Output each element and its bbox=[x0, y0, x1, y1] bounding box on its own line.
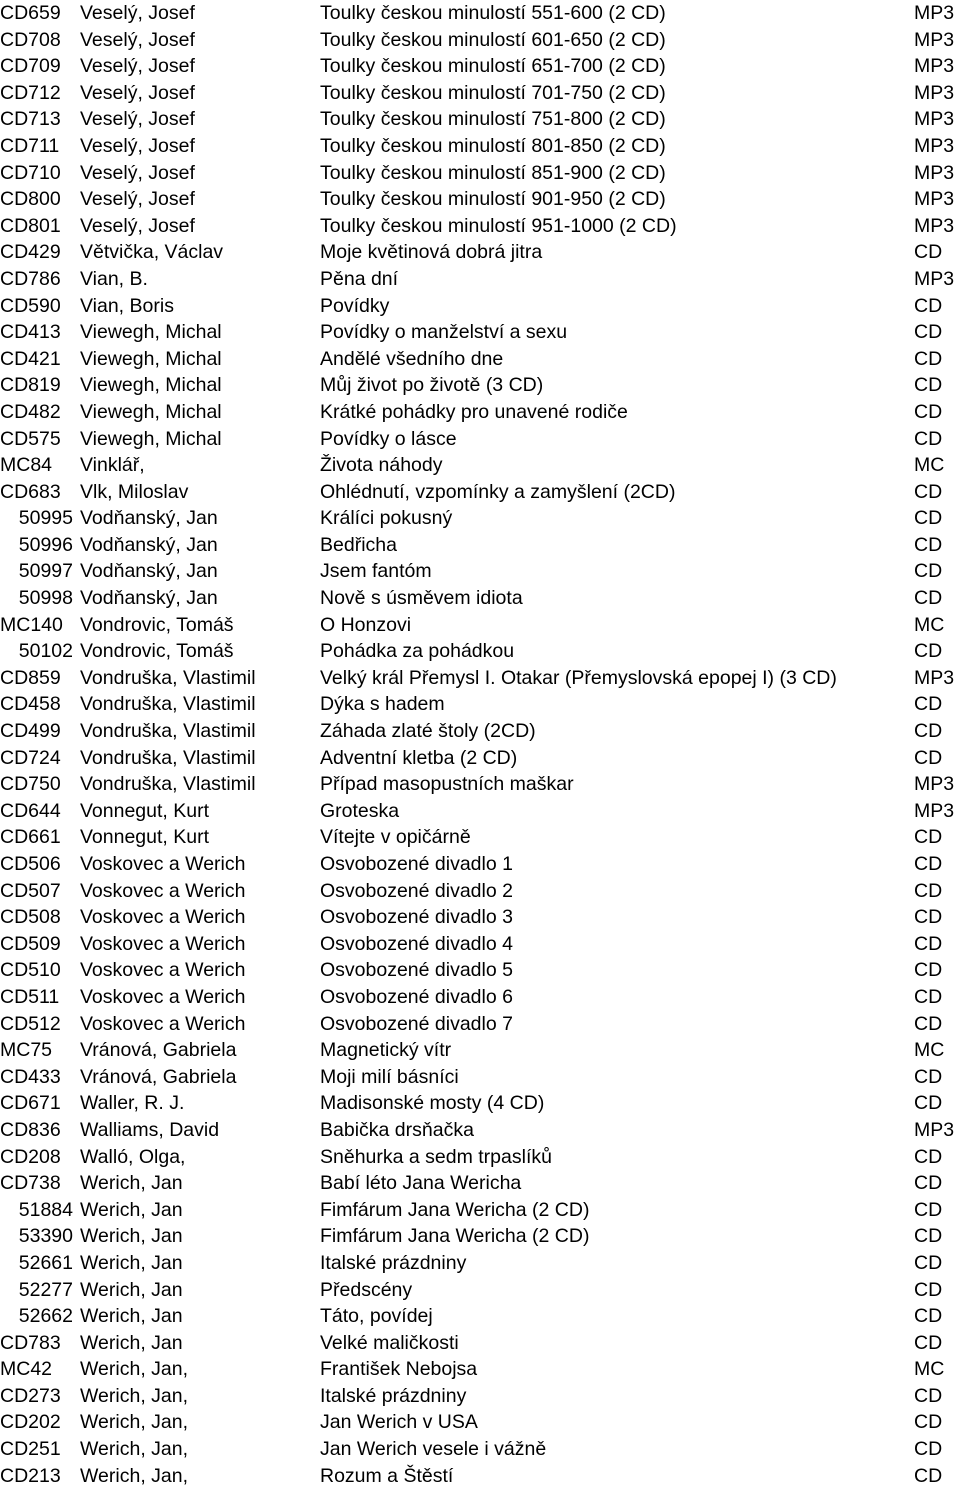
item-author: Vonnegut, Kurt bbox=[80, 826, 210, 849]
item-format: CD bbox=[914, 1384, 943, 1407]
item-title: Případ masopustních maškar bbox=[320, 773, 574, 796]
item-code: CD786 bbox=[0, 267, 61, 290]
item-author: Werich, Jan, bbox=[80, 1384, 189, 1407]
catalog-row bbox=[0, 106, 960, 133]
item-code: CD575 bbox=[0, 427, 61, 450]
item-author: Vian, B. bbox=[80, 267, 148, 290]
catalog-row bbox=[0, 691, 960, 718]
item-title: Osvobozené divadlo 2 bbox=[320, 879, 513, 902]
item-code: CD202 bbox=[0, 1411, 61, 1434]
item-title: Jan Werich vesele i vážně bbox=[320, 1438, 547, 1461]
item-author: Vodňanský, Jan bbox=[80, 560, 218, 583]
item-author: Vodňanský, Jan bbox=[80, 507, 218, 530]
item-code: CD738 bbox=[0, 1172, 61, 1195]
item-author: Waller, R. J. bbox=[80, 1092, 185, 1115]
catalog-row bbox=[0, 558, 960, 585]
item-format: CD bbox=[914, 321, 943, 344]
item-title: Toulky českou minulostí 651-700 (2 CD) bbox=[320, 55, 666, 78]
item-code: 50102 bbox=[18, 640, 73, 663]
item-format: CD bbox=[914, 826, 943, 849]
item-code: 52662 bbox=[18, 1305, 73, 1328]
item-title: Rozum a Štěstí bbox=[320, 1464, 454, 1487]
item-format: MP3 bbox=[914, 799, 955, 822]
item-code: CD508 bbox=[0, 906, 61, 929]
item-author: Vlk, Miloslav bbox=[80, 480, 189, 503]
item-code: CD273 bbox=[0, 1384, 61, 1407]
item-author: Vondruška, Vlastimil bbox=[80, 693, 256, 716]
item-author: Walló, Olga, bbox=[80, 1145, 186, 1168]
item-title: Toulky českou minulostí 701-750 (2 CD) bbox=[320, 81, 666, 104]
item-format: CD bbox=[914, 587, 943, 610]
item-format: MP3 bbox=[914, 134, 955, 157]
catalog-row bbox=[0, 1037, 960, 1064]
item-title: Groteska bbox=[320, 799, 400, 822]
item-code: 53390 bbox=[18, 1225, 73, 1248]
item-title: Adventní kletba (2 CD) bbox=[320, 746, 518, 769]
item-title: Andělé všedního dne bbox=[320, 347, 504, 370]
item-author: Werich, Jan bbox=[80, 1251, 183, 1274]
item-author: Viewegh, Michal bbox=[80, 374, 222, 397]
item-title: Povídky o manželství a sexu bbox=[320, 321, 568, 344]
item-format: CD bbox=[914, 400, 943, 423]
item-format: MP3 bbox=[914, 55, 955, 78]
item-author: Voskovec a Werich bbox=[80, 985, 246, 1008]
catalog-row bbox=[0, 160, 960, 187]
item-code: CD783 bbox=[0, 1331, 61, 1354]
item-code: CD750 bbox=[0, 773, 61, 796]
catalog-row bbox=[0, 1090, 960, 1117]
catalog-row bbox=[0, 1356, 960, 1383]
item-code: CD859 bbox=[0, 666, 61, 689]
item-format: CD bbox=[914, 241, 943, 264]
item-title: Toulky českou minulostí 601-650 (2 CD) bbox=[320, 28, 666, 51]
item-author: Werich, Jan, bbox=[80, 1464, 189, 1487]
item-title: Toulky českou minulostí 851-900 (2 CD) bbox=[320, 161, 666, 184]
catalog-row bbox=[0, 904, 960, 931]
item-format: CD bbox=[914, 853, 943, 875]
item-title: Můj život po životě (3 CD) bbox=[320, 374, 544, 397]
item-author: Voskovec a Werich bbox=[80, 879, 246, 902]
item-title: Jan Werich v USA bbox=[320, 1411, 478, 1434]
item-author: Vian, Boris bbox=[80, 294, 174, 317]
item-format: MP3 bbox=[914, 773, 955, 796]
item-author: Viewegh, Michal bbox=[80, 347, 222, 370]
catalog-row bbox=[0, 718, 960, 745]
item-title: Toulky českou minulostí 951-1000 (2 CD) bbox=[320, 214, 677, 237]
item-code: 52661 bbox=[18, 1251, 73, 1274]
item-code: CD510 bbox=[0, 959, 61, 982]
item-author: Veselý, Josef bbox=[80, 214, 195, 237]
item-title: Nově s úsměvem idiota bbox=[320, 587, 523, 610]
item-title: Babí léto Jana Wericha bbox=[320, 1172, 522, 1195]
item-format: MC bbox=[914, 1358, 945, 1381]
catalog-row bbox=[0, 1277, 960, 1304]
item-format: MC bbox=[914, 454, 945, 477]
item-code: CD507 bbox=[0, 879, 61, 902]
item-format: CD bbox=[914, 985, 943, 1008]
item-author: Veselý, Josef bbox=[80, 161, 195, 184]
item-code: CD659 bbox=[0, 2, 61, 24]
item-code: 50995 bbox=[18, 507, 73, 530]
item-code: CD499 bbox=[0, 720, 61, 743]
item-title: Předscény bbox=[320, 1278, 413, 1301]
item-author: Vránová, Gabriela bbox=[80, 1065, 237, 1088]
item-format: CD bbox=[914, 1225, 943, 1248]
item-format: CD bbox=[914, 1145, 943, 1168]
item-code: CD644 bbox=[0, 799, 61, 822]
item-format: MP3 bbox=[914, 81, 955, 104]
item-format: CD bbox=[914, 480, 943, 503]
item-code: CD429 bbox=[0, 241, 61, 264]
catalog-row bbox=[0, 665, 960, 692]
catalog-row bbox=[0, 346, 960, 373]
item-title: Madisonské mosty (4 CD) bbox=[320, 1092, 545, 1115]
item-title: Pěna dní bbox=[320, 267, 399, 290]
item-code: MC140 bbox=[0, 613, 63, 636]
item-title: Osvobozené divadlo 1 bbox=[320, 853, 513, 875]
catalog-row bbox=[0, 798, 960, 825]
item-format: CD bbox=[914, 1411, 943, 1434]
item-code: 52277 bbox=[18, 1278, 73, 1301]
catalog-row bbox=[0, 372, 960, 399]
item-author: Vondruška, Vlastimil bbox=[80, 746, 256, 769]
item-format: MP3 bbox=[914, 267, 955, 290]
item-author: Veselý, Josef bbox=[80, 108, 195, 131]
item-code: CD724 bbox=[0, 746, 61, 769]
item-title: Italské prázdniny bbox=[320, 1251, 467, 1274]
item-title: Babička drsňačka bbox=[320, 1118, 474, 1141]
catalog-row bbox=[0, 585, 960, 612]
item-author: Voskovec a Werich bbox=[80, 906, 246, 929]
item-author: Werich, Jan, bbox=[80, 1438, 189, 1461]
item-author: Werich, Jan bbox=[80, 1225, 183, 1248]
item-title: Sněhurka a sedm trpaslíků bbox=[320, 1145, 552, 1168]
item-title: Králíci pokusný bbox=[320, 507, 453, 530]
catalog-row bbox=[0, 1409, 960, 1436]
catalog-row bbox=[0, 53, 960, 80]
catalog-row bbox=[0, 319, 960, 346]
item-title: Bedřicha bbox=[320, 533, 397, 556]
item-title: Italské prázdniny bbox=[320, 1384, 467, 1407]
catalog-row bbox=[0, 1197, 960, 1224]
item-format: MP3 bbox=[914, 188, 955, 211]
catalog-row bbox=[0, 957, 960, 984]
catalog-row bbox=[0, 931, 960, 958]
item-title: Jsem fantóm bbox=[320, 560, 432, 583]
item-format: MP3 bbox=[914, 108, 955, 131]
item-code: CD458 bbox=[0, 693, 61, 716]
item-format: CD bbox=[914, 1065, 943, 1088]
catalog-row bbox=[0, 824, 960, 851]
item-author: Walliams, David bbox=[80, 1118, 220, 1141]
item-title: Toulky českou minulostí 801-850 (2 CD) bbox=[320, 134, 666, 157]
item-code: CD800 bbox=[0, 188, 61, 211]
item-format: CD bbox=[914, 560, 943, 583]
item-author: Vondrovic, Tomáš bbox=[80, 613, 234, 636]
item-title: Osvobozené divadlo 4 bbox=[320, 932, 513, 955]
item-format: CD bbox=[914, 1278, 943, 1301]
item-author: Větvička, Václav bbox=[80, 241, 224, 264]
item-format: CD bbox=[914, 294, 943, 317]
catalog-row bbox=[0, 452, 960, 479]
item-code: CD421 bbox=[0, 347, 61, 370]
catalog-row bbox=[0, 638, 960, 665]
item-format: CD bbox=[914, 693, 943, 716]
item-format: CD bbox=[914, 507, 943, 530]
catalog-row bbox=[0, 1330, 960, 1357]
item-code: CD713 bbox=[0, 108, 61, 131]
item-format: MP3 bbox=[914, 28, 955, 51]
item-code: MC75 bbox=[0, 1039, 53, 1062]
item-title: Táto, povídej bbox=[320, 1305, 433, 1328]
item-author: Voskovec a Werich bbox=[80, 932, 246, 955]
item-title: Vítejte v opičárně bbox=[320, 826, 471, 849]
item-format: CD bbox=[914, 879, 943, 902]
catalog-row bbox=[0, 1436, 960, 1463]
item-title: Osvobozené divadlo 5 bbox=[320, 959, 513, 982]
catalog-row bbox=[0, 745, 960, 772]
item-author: Werich, Jan bbox=[80, 1305, 183, 1328]
item-code: CD413 bbox=[0, 321, 61, 344]
item-author: Voskovec a Werich bbox=[80, 853, 246, 875]
item-format: MP3 bbox=[914, 2, 955, 24]
catalog-row bbox=[0, 0, 960, 27]
item-code: CD251 bbox=[0, 1438, 61, 1461]
item-author: Vodňanský, Jan bbox=[80, 533, 218, 556]
item-author: Werich, Jan, bbox=[80, 1411, 189, 1434]
item-author: Werich, Jan, bbox=[80, 1358, 189, 1381]
item-title: Krátké pohádky pro unavené rodiče bbox=[320, 400, 628, 423]
item-code: CD709 bbox=[0, 55, 61, 78]
item-format: CD bbox=[914, 1198, 943, 1221]
catalog-row bbox=[0, 186, 960, 213]
catalog-row bbox=[0, 851, 960, 878]
item-author: Vinklář, bbox=[80, 454, 145, 477]
item-code: CD710 bbox=[0, 161, 61, 184]
item-code: CD671 bbox=[0, 1092, 61, 1115]
item-title: Toulky českou minulostí 751-800 (2 CD) bbox=[320, 108, 666, 131]
catalog-row bbox=[0, 239, 960, 266]
item-author: Veselý, Josef bbox=[80, 134, 195, 157]
item-title: Ohlédnutí, vzpomínky a zamyšlení (2CD) bbox=[320, 480, 676, 503]
catalog-row bbox=[0, 984, 960, 1011]
catalog-row bbox=[0, 1117, 960, 1144]
item-title: Magnetický vítr bbox=[320, 1039, 452, 1062]
item-title: Dýka s hadem bbox=[320, 693, 445, 716]
item-format: CD bbox=[914, 374, 943, 397]
item-format: MC bbox=[914, 613, 945, 636]
item-title: František Nebojsa bbox=[320, 1358, 478, 1381]
item-author: Vonnegut, Kurt bbox=[80, 799, 210, 822]
catalog-row bbox=[0, 505, 960, 532]
item-format: CD bbox=[914, 1251, 943, 1274]
item-format: MP3 bbox=[914, 214, 955, 237]
item-author: Vondruška, Vlastimil bbox=[80, 666, 256, 689]
item-title: Osvobozené divadlo 6 bbox=[320, 985, 513, 1008]
catalog-row bbox=[0, 426, 960, 453]
item-code: CD512 bbox=[0, 1012, 61, 1035]
item-author: Werich, Jan bbox=[80, 1172, 183, 1195]
catalog-row bbox=[0, 1144, 960, 1171]
catalog-row bbox=[0, 80, 960, 107]
item-format: MP3 bbox=[914, 161, 955, 184]
item-format: CD bbox=[914, 427, 943, 450]
item-title: Moje květinová dobrá jitra bbox=[320, 241, 543, 264]
catalog-row bbox=[0, 1250, 960, 1277]
item-title: Záhada zlaté štoly (2CD) bbox=[320, 720, 536, 743]
item-format: CD bbox=[914, 1172, 943, 1195]
item-code: CD801 bbox=[0, 214, 61, 237]
item-code: CD433 bbox=[0, 1065, 61, 1088]
catalog-row bbox=[0, 479, 960, 506]
item-title: Osvobozené divadlo 3 bbox=[320, 906, 513, 929]
item-author: Voskovec a Werich bbox=[80, 1012, 246, 1035]
item-author: Veselý, Josef bbox=[80, 28, 195, 51]
catalog-row bbox=[0, 266, 960, 293]
item-author: Voskovec a Werich bbox=[80, 959, 246, 982]
item-format: CD bbox=[914, 932, 943, 955]
item-code: CD819 bbox=[0, 374, 61, 397]
item-title: Pohádka za pohádkou bbox=[320, 640, 515, 663]
item-author: Viewegh, Michal bbox=[80, 321, 222, 344]
item-title: Povídky bbox=[320, 294, 390, 317]
item-code: MC84 bbox=[0, 454, 53, 477]
item-author: Werich, Jan bbox=[80, 1331, 183, 1354]
item-author: Veselý, Josef bbox=[80, 55, 195, 78]
item-author: Vránová, Gabriela bbox=[80, 1039, 237, 1062]
item-format: CD bbox=[914, 533, 943, 556]
item-code: CD213 bbox=[0, 1464, 61, 1487]
item-author: Veselý, Josef bbox=[80, 2, 195, 24]
item-code: CD712 bbox=[0, 81, 61, 104]
catalog-row bbox=[0, 1064, 960, 1091]
catalog-row bbox=[0, 27, 960, 54]
item-title: Fimfárum Jana Wericha (2 CD) bbox=[320, 1225, 590, 1248]
item-code: 50998 bbox=[18, 587, 73, 610]
item-title: Fimfárum Jana Wericha (2 CD) bbox=[320, 1198, 590, 1221]
item-format: CD bbox=[914, 959, 943, 982]
item-code: MC42 bbox=[0, 1358, 53, 1381]
item-format: MP3 bbox=[914, 666, 955, 689]
item-title: Osvobozené divadlo 7 bbox=[320, 1012, 513, 1035]
item-code: CD482 bbox=[0, 400, 61, 423]
item-code: CD511 bbox=[0, 985, 60, 1008]
catalog-row bbox=[0, 1463, 960, 1489]
catalog-row bbox=[0, 1223, 960, 1250]
item-code: CD509 bbox=[0, 932, 61, 955]
item-code: CD708 bbox=[0, 28, 61, 51]
item-code: 51884 bbox=[18, 1198, 73, 1221]
item-format: CD bbox=[914, 1438, 943, 1461]
item-author: Vondruška, Vlastimil bbox=[80, 773, 256, 796]
item-title: O Honzovi bbox=[320, 613, 412, 636]
item-author: Viewegh, Michal bbox=[80, 427, 222, 450]
catalog-row bbox=[0, 399, 960, 426]
item-code: 50996 bbox=[18, 533, 73, 556]
catalog-row bbox=[0, 771, 960, 798]
item-format: CD bbox=[914, 1012, 943, 1035]
item-code: CD836 bbox=[0, 1118, 61, 1141]
item-author: Veselý, Josef bbox=[80, 188, 195, 211]
item-format: CD bbox=[914, 1305, 943, 1328]
catalog-row bbox=[0, 1303, 960, 1330]
item-format: MC bbox=[914, 1039, 945, 1062]
catalog-row bbox=[0, 532, 960, 559]
item-code: CD661 bbox=[0, 826, 61, 849]
item-format: CD bbox=[914, 1331, 943, 1354]
item-code: CD506 bbox=[0, 853, 61, 875]
item-title: Života náhody bbox=[320, 454, 443, 477]
item-author: Viewegh, Michal bbox=[80, 400, 222, 423]
item-code: CD711 bbox=[0, 134, 60, 157]
item-format: CD bbox=[914, 746, 943, 769]
catalog-row bbox=[0, 213, 960, 240]
catalog-row bbox=[0, 878, 960, 905]
item-title: Toulky českou minulostí 901-950 (2 CD) bbox=[320, 188, 666, 211]
catalog-row bbox=[0, 612, 960, 639]
item-author: Vondruška, Vlastimil bbox=[80, 720, 256, 743]
item-author: Vondrovic, Tomáš bbox=[80, 640, 234, 663]
item-format: CD bbox=[914, 906, 943, 929]
item-code: CD590 bbox=[0, 294, 61, 317]
catalog-row bbox=[0, 1170, 960, 1197]
catalog-row bbox=[0, 1383, 960, 1410]
item-format: CD bbox=[914, 347, 943, 370]
item-code: CD683 bbox=[0, 480, 61, 503]
item-format: CD bbox=[914, 1464, 943, 1487]
item-format: CD bbox=[914, 1092, 943, 1115]
item-author: Werich, Jan bbox=[80, 1198, 183, 1221]
item-format: CD bbox=[914, 720, 943, 743]
item-title: Toulky českou minulostí 551-600 (2 CD) bbox=[320, 2, 666, 24]
catalog-row bbox=[0, 1011, 960, 1038]
item-author: Veselý, Josef bbox=[80, 81, 195, 104]
item-author: Vodňanský, Jan bbox=[80, 587, 218, 610]
item-code: CD208 bbox=[0, 1145, 61, 1168]
item-code: 50997 bbox=[18, 560, 73, 583]
item-format: CD bbox=[914, 640, 943, 663]
item-title: Velké maličkosti bbox=[320, 1331, 459, 1354]
item-title: Moji milí básníci bbox=[320, 1065, 459, 1088]
item-title: Povídky o lásce bbox=[320, 427, 457, 450]
item-author: Werich, Jan bbox=[80, 1278, 183, 1301]
catalog-row bbox=[0, 293, 960, 320]
catalog-row bbox=[0, 133, 960, 160]
item-title: Velký král Přemysl I. Otakar (Přemyslovská epopej I) (3 CD) bbox=[320, 666, 837, 689]
item-format: MP3 bbox=[914, 1118, 955, 1141]
